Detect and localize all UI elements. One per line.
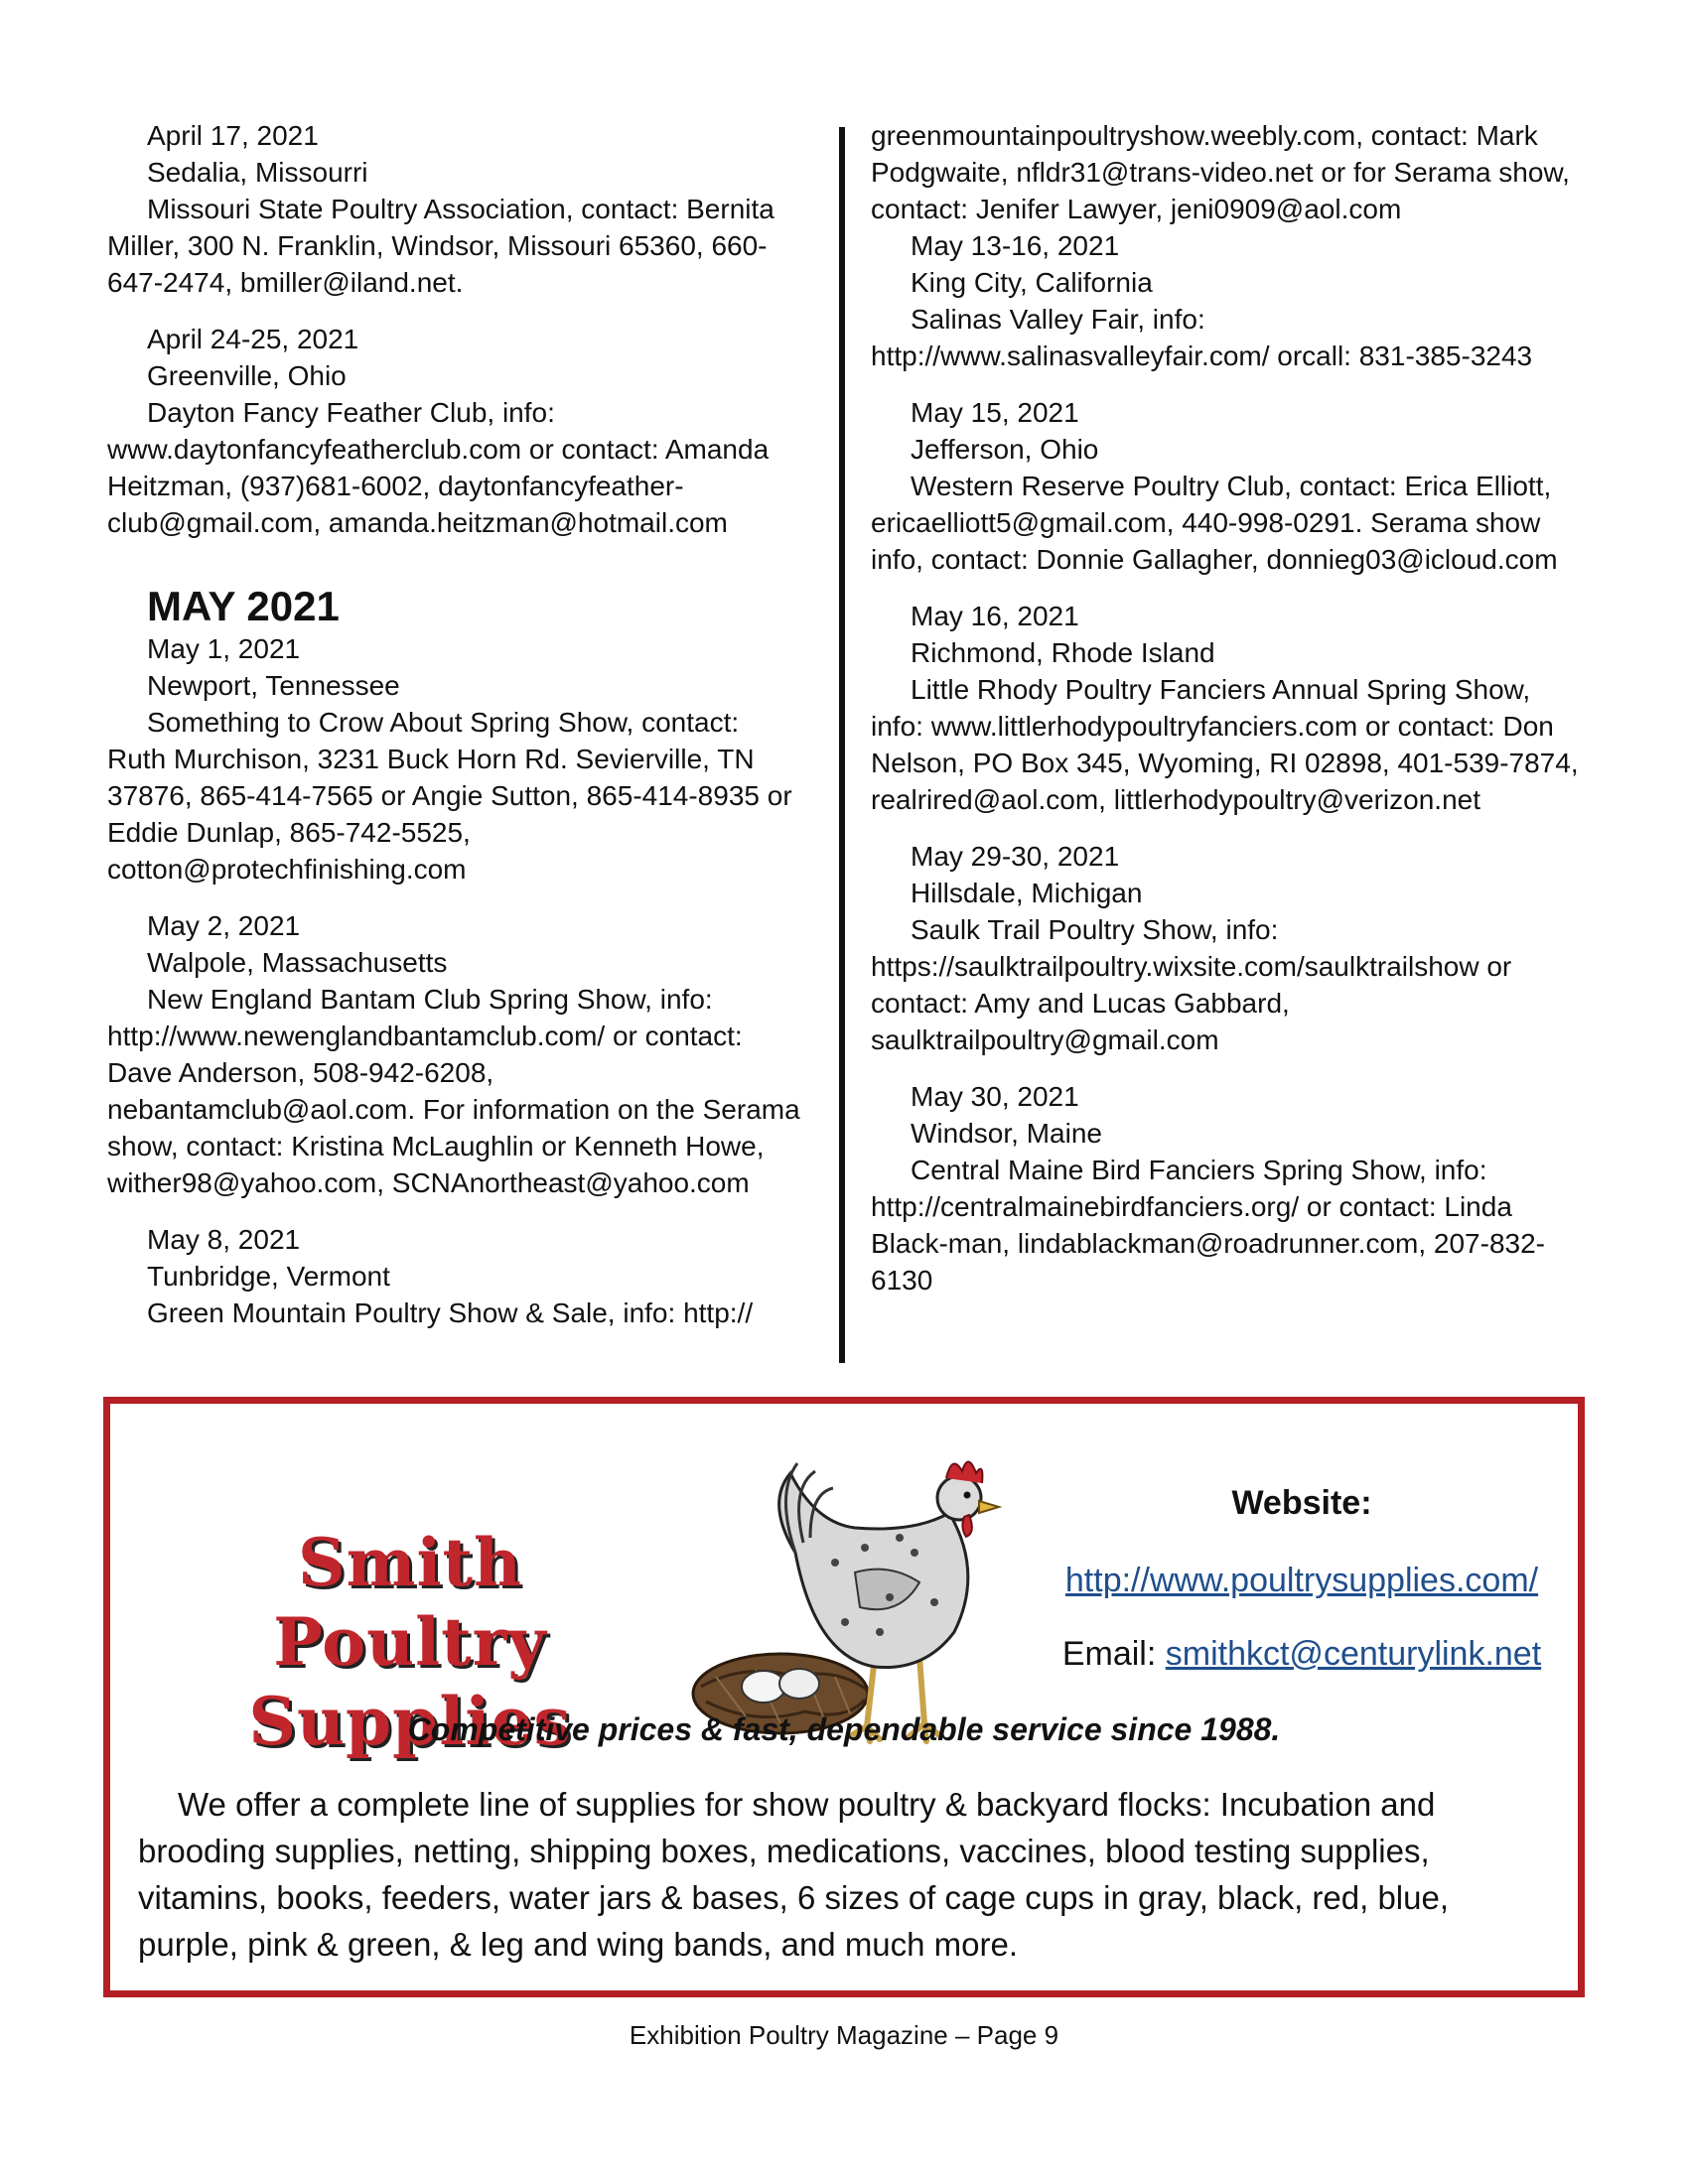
event-details: Dayton Fancy Feather Club, info: www.daytonfancyfeatherclub.com or contact: Amanda Heitzman, (937)681-6002, daytonfancyfeather-club@gmail.com, amanda.heitzman@hotmail.com [107, 397, 770, 538]
ad-body-text: We offer a complete line of supplies for show poultry & backyard flocks: Incubation and brooding supplies, netting, shipping boxes, medications, vaccines, blood testing supplies, vitamins, books, feeders, water jars & bases, 6 sizes of cage cups in gray, black, red, blue, purple, pink & green, & leg and wing bands, and much more. [138, 1786, 1450, 1963]
event-date: May 8, 2021 [147, 1224, 301, 1255]
event-details-continuation: greenmountainpoultryshow.weebly.com, contact: Mark Podgwaite, nfldr31@trans-video.net or for Serama show, contact: Jenifer Lawyer, jeni0909@aol.com [871, 120, 1570, 224]
ad-tagline: Competitive prices & fast, dependable service since 1988. [407, 1711, 1281, 1747]
event-entry [871, 838, 1586, 1058]
event-location: Richmond, Rhode Island [911, 637, 1215, 668]
event-entry [871, 598, 1586, 818]
event-entry [107, 321, 802, 541]
event-details: Salinas Valley Fair, info: http://www.salinasvalleyfair.com/ orcall: 831-385-3243 [871, 304, 1533, 371]
event-details: Green Mountain Poultry Show & Sale, info: http:// [147, 1297, 754, 1328]
event-date: May 16, 2021 [911, 601, 1079, 631]
event-location: Jefferson, Ohio [911, 434, 1099, 465]
right-column [871, 117, 1586, 1318]
event-entry [871, 1078, 1586, 1298]
event-date: April 17, 2021 [147, 120, 319, 151]
event-date: May 2, 2021 [147, 910, 301, 941]
event-entry [871, 227, 1586, 374]
event-entry [107, 1221, 802, 1331]
event-location: Greenville, Ohio [147, 360, 347, 391]
event-date: May 13-16, 2021 [911, 230, 1120, 261]
event-date: May 1, 2021 [147, 633, 301, 664]
website-link[interactable]: http://www.poultrysupplies.com/ [1064, 1562, 1539, 1599]
event-details: New England Bantam Club Spring Show, info: http://www.newenglandbantamclub.com/ or contact: Dave Anderson, 508-942-6208, nebantamclub@aol.com. For information on the Serama show, contact: Kristina McLaughlin or Kenneth Howe, wither98@yahoo.com, SCNAnortheast@yahoo.com [107, 984, 800, 1198]
chicken-illustration [686, 1433, 1044, 1751]
event-date: April 24-25, 2021 [147, 324, 359, 354]
email-line [1024, 1634, 1580, 1674]
event-entry [871, 394, 1586, 578]
logo-line-2: Supplies [248, 1683, 572, 1760]
logo-line-1: Smith Poultry [273, 1524, 547, 1681]
event-entry [107, 907, 802, 1201]
event-location: Windsor, Maine [911, 1118, 1102, 1149]
event-location: Tunbridge, Vermont [147, 1261, 390, 1292]
event-details: Little Rhody Poultry Fanciers Annual Spring Show, info: www.littlerhodypoultryfanciers.com or contact: Don Nelson, PO Box 345, Wyoming, RI 02898, 401-539-7874, realrired@aol.com, littlerhodypoultry@verizon.net [871, 674, 1579, 815]
event-details: Central Maine Bird Fanciers Spring Show, info: http://centralmainebirdfanciers.org/ or contact: Linda Black-man, lindablackman@roadrunner.com, 207-832-6130 [871, 1155, 1545, 1296]
column-divider [839, 127, 845, 1363]
contact-block [1024, 1483, 1580, 1674]
event-details: Missouri State Poultry Association, contact: Bernita Miller, 300 N. Franklin, Windsor, Missouri 65360, 660-647-2474, bmiller@iland.net. [107, 194, 774, 298]
left-column [107, 117, 802, 1351]
event-location: Hillsdale, Michigan [911, 878, 1143, 908]
egg-icon [779, 1669, 819, 1699]
event-details: Something to Crow About Spring Show, contact: Ruth Murchison, 3231 Buck Horn Rd. Sevierville, TN 37876, 865-414-7565 or Angie Sutton, 865-414-8935 or Eddie Dunlap, 865-742-5525, cotton@protechfinishing.com [107, 707, 792, 885]
event-date: May 15, 2021 [911, 397, 1079, 428]
website-label: Website: [1231, 1484, 1372, 1522]
month-heading: MAY 2021 [147, 583, 340, 629]
event-location: Sedalia, Missourri [147, 157, 368, 188]
event-date: May 29-30, 2021 [911, 841, 1120, 872]
email-label: Email: [1061, 1635, 1166, 1673]
event-location: Walpole, Massachusetts [147, 947, 448, 978]
event-location: King City, California [911, 267, 1153, 298]
smith-poultry-ad [103, 1397, 1585, 1997]
event-details: Western Reserve Poultry Club, contact: Erica Elliott, ericaelliott5@gmail.com, 440-998-0291. Serama show info, contact: Donnie Gallagher, donnieg03@icloud.com [871, 471, 1558, 575]
page-footer: Exhibition Poultry Magazine – Page 9 [629, 2020, 1059, 2050]
email-link[interactable]: smithkct@centurylink.net [1165, 1635, 1542, 1673]
event-date: May 30, 2021 [911, 1081, 1079, 1112]
event-location: Newport, Tennessee [147, 670, 400, 701]
event-entry [107, 117, 802, 301]
event-details: Saulk Trail Poultry Show, info: https://saulktrailpoultry.wixsite.com/saulktrailshow or contact: Amy and Lucas Gabbard, saulktrailpoultry@gmail.com [871, 914, 1512, 1055]
event-entry [107, 630, 802, 887]
